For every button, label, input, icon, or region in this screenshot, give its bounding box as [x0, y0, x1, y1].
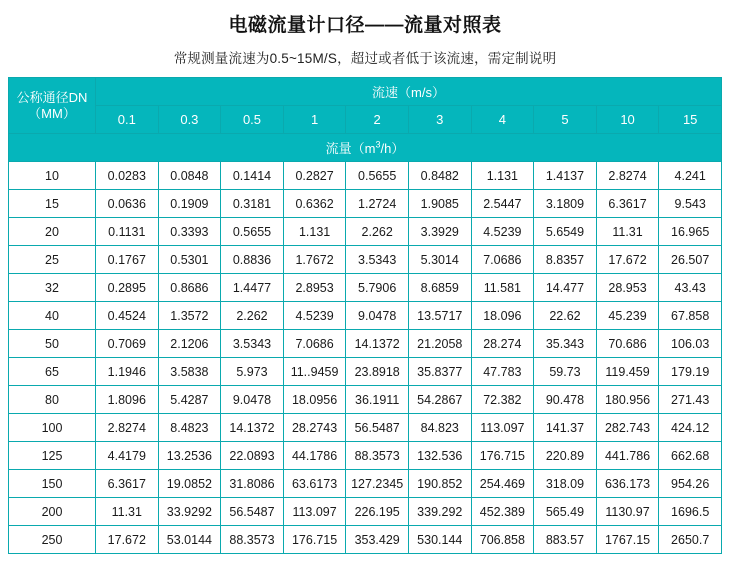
cell-value: 8.8357: [534, 246, 597, 274]
table-header: [9, 78, 722, 162]
cell-value: 3.3929: [408, 218, 471, 246]
table-row: [9, 246, 722, 274]
cell-dn: 15: [9, 190, 96, 218]
cell-value: 0.3181: [221, 190, 284, 218]
cell-value: 28.2743: [283, 414, 346, 442]
flow-header-sup: 3: [375, 139, 381, 150]
cell-value: 565.49: [534, 498, 597, 526]
cell-value: 1.4477: [221, 274, 284, 302]
speed-value-2: 0.5: [221, 106, 284, 134]
cell-value: 14.1372: [221, 414, 284, 442]
cell-value: 5.7906: [346, 274, 409, 302]
cell-value: 17.672: [96, 526, 159, 554]
cell-dn: 125: [9, 442, 96, 470]
cell-dn: 40: [9, 302, 96, 330]
flow-header-suffix: /h）: [380, 141, 405, 156]
cell-value: 0.1767: [96, 246, 159, 274]
cell-value: 44.1786: [283, 442, 346, 470]
flow-header-prefix: 流量（m: [325, 141, 376, 156]
flow-rate-table: [8, 77, 722, 554]
cell-value: 318.09: [534, 470, 597, 498]
cell-value: 88.3573: [221, 526, 284, 554]
cell-value: 22.0893: [221, 442, 284, 470]
cell-value: 5.973: [221, 358, 284, 386]
cell-value: 36.1911: [346, 386, 409, 414]
cell-value: 1.9085: [408, 190, 471, 218]
table-row: [9, 358, 722, 386]
cell-value: 0.7069: [96, 330, 159, 358]
cell-value: 3.5343: [346, 246, 409, 274]
cell-value: 883.57: [534, 526, 597, 554]
table-body: [9, 162, 722, 554]
cell-value: 0.1909: [158, 190, 221, 218]
cell-value: 0.0848: [158, 162, 221, 190]
cell-value: 0.0283: [96, 162, 159, 190]
dn-header-line1: 公称通径DN: [16, 89, 88, 105]
table-row: [9, 162, 722, 190]
cell-value: 127.2345: [346, 470, 409, 498]
column-header-dn: [9, 78, 96, 134]
cell-value: 1767.15: [596, 526, 659, 554]
table-row: [9, 302, 722, 330]
cell-value: 2.5447: [471, 190, 534, 218]
cell-value: 14.1372: [346, 330, 409, 358]
cell-value: 0.5301: [158, 246, 221, 274]
cell-value: 5.4287: [158, 386, 221, 414]
cell-value: 90.478: [534, 386, 597, 414]
cell-value: 339.292: [408, 498, 471, 526]
cell-value: 35.343: [534, 330, 597, 358]
cell-value: 11.31: [596, 218, 659, 246]
cell-dn: 65: [9, 358, 96, 386]
cell-value: 220.89: [534, 442, 597, 470]
cell-value: 56.5487: [221, 498, 284, 526]
cell-value: 45.239: [596, 302, 659, 330]
cell-value: 18.0956: [283, 386, 346, 414]
speed-value-8: 10: [596, 106, 659, 134]
cell-value: 26.507: [659, 246, 722, 274]
cell-value: 2.1206: [158, 330, 221, 358]
table-row: [9, 218, 722, 246]
cell-dn: 150: [9, 470, 96, 498]
cell-dn: 200: [9, 498, 96, 526]
table-header-row-flow-title: [9, 134, 722, 162]
cell-value: 8.4823: [158, 414, 221, 442]
page-title: 电磁流量计口径——流量对照表: [228, 15, 502, 36]
cell-value: 176.715: [283, 526, 346, 554]
cell-value: 132.536: [408, 442, 471, 470]
cell-value: 9.543: [659, 190, 722, 218]
cell-value: 0.2895: [96, 274, 159, 302]
cell-value: 19.0852: [158, 470, 221, 498]
cell-value: 271.43: [659, 386, 722, 414]
cell-value: 1.131: [283, 218, 346, 246]
cell-value: 4.4179: [96, 442, 159, 470]
speed-value-7: 5: [534, 106, 597, 134]
cell-value: 7.0686: [471, 246, 534, 274]
table-row: [9, 442, 722, 470]
cell-value: 9.0478: [346, 302, 409, 330]
cell-value: 84.823: [408, 414, 471, 442]
cell-value: 33.9292: [158, 498, 221, 526]
cell-value: 0.4524: [96, 302, 159, 330]
cell-value: 88.3573: [346, 442, 409, 470]
cell-value: 13.2536: [158, 442, 221, 470]
cell-value: 141.37: [534, 414, 597, 442]
cell-value: 43.43: [659, 274, 722, 302]
cell-value: 424.12: [659, 414, 722, 442]
cell-dn: 100: [9, 414, 96, 442]
cell-value: 0.6362: [283, 190, 346, 218]
cell-value: 2.262: [221, 302, 284, 330]
cell-value: 11.581: [471, 274, 534, 302]
cell-value: 3.5838: [158, 358, 221, 386]
cell-value: 67.858: [659, 302, 722, 330]
cell-value: 5.6549: [534, 218, 597, 246]
cell-value: 2.8953: [283, 274, 346, 302]
cell-value: 4.241: [659, 162, 722, 190]
cell-value: 28.953: [596, 274, 659, 302]
cell-value: 59.73: [534, 358, 597, 386]
cell-value: 21.2058: [408, 330, 471, 358]
table-row: [9, 414, 722, 442]
cell-value: 226.195: [346, 498, 409, 526]
cell-value: 0.5655: [221, 218, 284, 246]
speed-value-5: 3: [408, 106, 471, 134]
table-header-row-speed-values: [9, 106, 722, 134]
cell-value: 0.1414: [221, 162, 284, 190]
cell-value: 3.5343: [221, 330, 284, 358]
cell-value: 106.03: [659, 330, 722, 358]
cell-value: 7.0686: [283, 330, 346, 358]
cell-value: 11.31: [96, 498, 159, 526]
table-row: [9, 330, 722, 358]
cell-value: 5.3014: [408, 246, 471, 274]
cell-value: 706.858: [471, 526, 534, 554]
table-row: [9, 274, 722, 302]
cell-value: 0.1131: [96, 218, 159, 246]
cell-value: 530.144: [408, 526, 471, 554]
cell-value: 113.097: [471, 414, 534, 442]
column-header-flow: [9, 134, 722, 162]
cell-dn: 50: [9, 330, 96, 358]
cell-value: 9.0478: [221, 386, 284, 414]
cell-value: 13.5717: [408, 302, 471, 330]
cell-value: 662.68: [659, 442, 722, 470]
cell-value: 441.786: [596, 442, 659, 470]
cell-value: 2.262: [346, 218, 409, 246]
cell-value: 70.686: [596, 330, 659, 358]
cell-value: 63.6173: [283, 470, 346, 498]
cell-value: 53.0144: [158, 526, 221, 554]
cell-value: 0.2827: [283, 162, 346, 190]
speed-value-6: 4: [471, 106, 534, 134]
cell-value: 22.62: [534, 302, 597, 330]
cell-value: 452.389: [471, 498, 534, 526]
cell-value: 54.2867: [408, 386, 471, 414]
cell-value: 1.2724: [346, 190, 409, 218]
cell-dn: 80: [9, 386, 96, 414]
cell-value: 47.783: [471, 358, 534, 386]
cell-value: 31.8086: [221, 470, 284, 498]
cell-value: 3.1809: [534, 190, 597, 218]
cell-dn: 25: [9, 246, 96, 274]
cell-value: 2.8274: [96, 414, 159, 442]
cell-value: 18.096: [471, 302, 534, 330]
table-row: [9, 526, 722, 554]
cell-value: 0.3393: [158, 218, 221, 246]
cell-value: 56.5487: [346, 414, 409, 442]
cell-value: 1.1946: [96, 358, 159, 386]
cell-value: 1696.5: [659, 498, 722, 526]
cell-value: 23.8918: [346, 358, 409, 386]
cell-value: 6.3617: [96, 470, 159, 498]
cell-value: 6.3617: [596, 190, 659, 218]
cell-value: 636.173: [596, 470, 659, 498]
cell-value: 0.8482: [408, 162, 471, 190]
cell-value: 1130.97: [596, 498, 659, 526]
cell-value: 1.7672: [283, 246, 346, 274]
cell-value: 0.5655: [346, 162, 409, 190]
table-header-row-speed-title: [9, 78, 722, 106]
page-subtitle: 常规测量流速为0.5~15M/S，超过或者低于该流速，需定制说明: [173, 51, 557, 66]
cell-value: 119.459: [596, 358, 659, 386]
cell-value: 0.8836: [221, 246, 284, 274]
dn-header-line2: （MM）: [28, 105, 76, 121]
column-header-speed: 流速（m/s）: [96, 78, 722, 106]
cell-value: 954.26: [659, 470, 722, 498]
table-row: [9, 498, 722, 526]
cell-value: 4.5239: [471, 218, 534, 246]
cell-value: 16.965: [659, 218, 722, 246]
cell-value: 0.0636: [96, 190, 159, 218]
cell-value: 2650.7: [659, 526, 722, 554]
speed-value-4: 2: [346, 106, 409, 134]
cell-value: 1.3572: [158, 302, 221, 330]
cell-value: 353.429: [346, 526, 409, 554]
cell-value: 17.672: [596, 246, 659, 274]
cell-value: 1.8096: [96, 386, 159, 414]
cell-value: 35.8377: [408, 358, 471, 386]
cell-value: 4.5239: [283, 302, 346, 330]
table-row: [9, 470, 722, 498]
speed-value-3: 1: [283, 106, 346, 134]
cell-dn: 10: [9, 162, 96, 190]
table-row: [9, 190, 722, 218]
cell-dn: 20: [9, 218, 96, 246]
cell-value: 1.4137: [534, 162, 597, 190]
speed-value-0: 0.1: [96, 106, 159, 134]
cell-dn: 32: [9, 274, 96, 302]
cell-value: 282.743: [596, 414, 659, 442]
cell-value: 8.6859: [408, 274, 471, 302]
cell-value: 11..9459: [283, 358, 346, 386]
table-row: [9, 386, 722, 414]
cell-value: 2.8274: [596, 162, 659, 190]
cell-value: 190.852: [408, 470, 471, 498]
cell-value: 14.477: [534, 274, 597, 302]
speed-value-1: 0.3: [158, 106, 221, 134]
speed-value-9: 15: [659, 106, 722, 134]
cell-value: 113.097: [283, 498, 346, 526]
cell-value: 72.382: [471, 386, 534, 414]
cell-value: 28.274: [471, 330, 534, 358]
cell-dn: 250: [9, 526, 96, 554]
cell-value: 176.715: [471, 442, 534, 470]
cell-value: 0.8686: [158, 274, 221, 302]
cell-value: 179.19: [659, 358, 722, 386]
cell-value: 1.131: [471, 162, 534, 190]
cell-value: 180.956: [596, 386, 659, 414]
cell-value: 254.469: [471, 470, 534, 498]
